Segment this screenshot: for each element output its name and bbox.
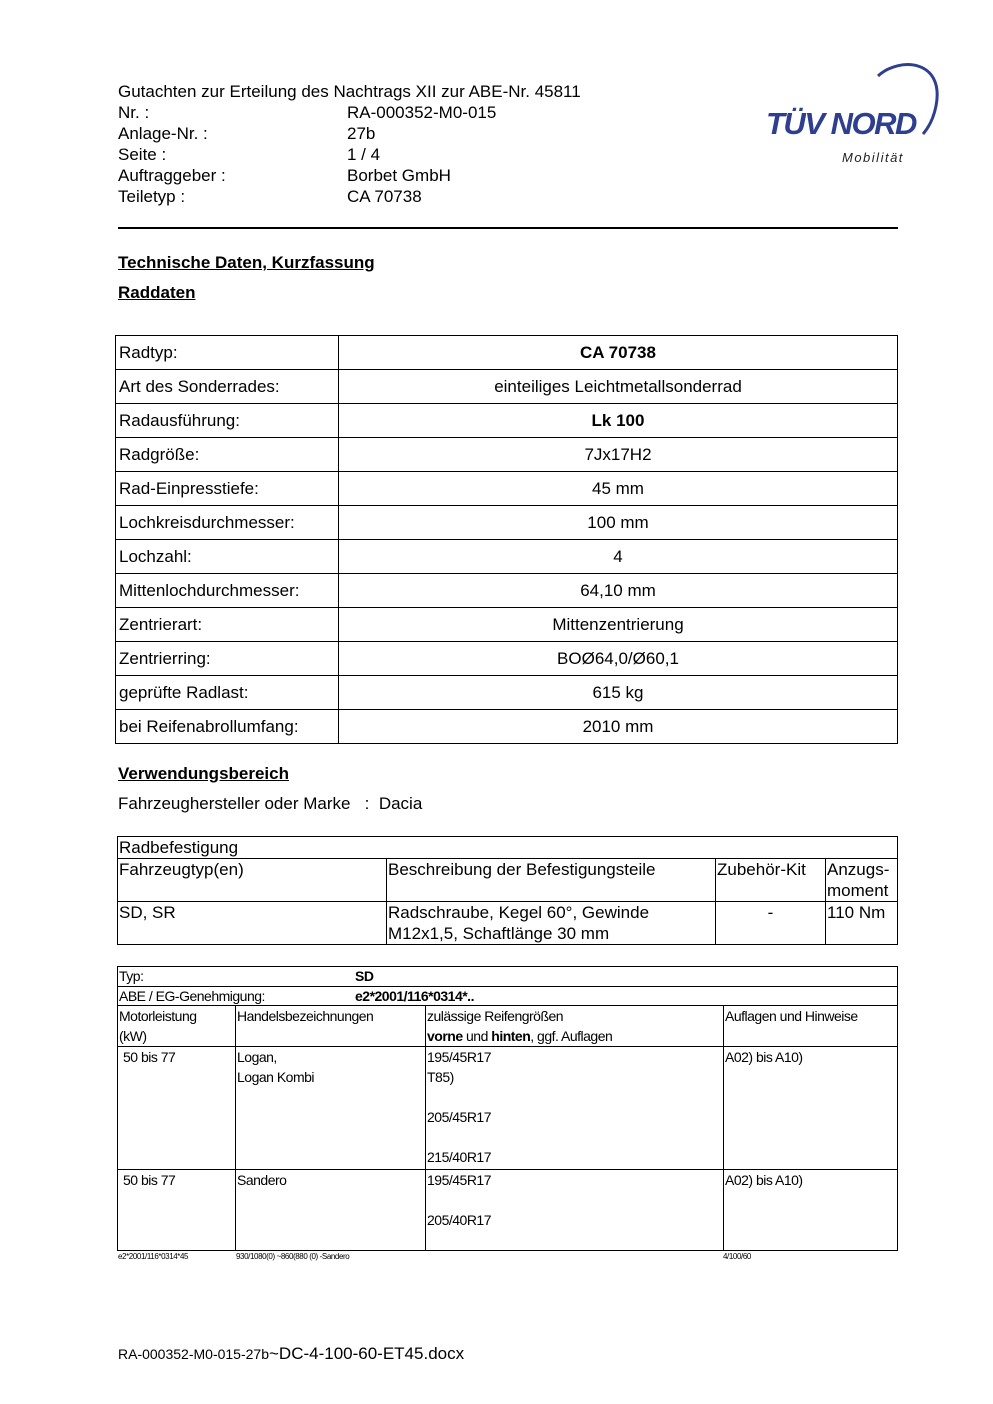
- tire-size: 195/45R17: [427, 1049, 492, 1065]
- footnote-code-approval: e2*2001/116*0314*45: [118, 1252, 189, 1261]
- logo-subtitle: Mobilität: [842, 150, 904, 165]
- table-row: [116, 540, 898, 574]
- row-value: Mittenzentrierung: [339, 608, 898, 642]
- row-label: Art des Sonderrades:: [116, 370, 339, 404]
- header-label: Seite :: [118, 145, 167, 164]
- header-row-nr: [118, 102, 581, 123]
- header-und: und: [462, 1028, 492, 1044]
- row-value: CA 70738: [339, 336, 898, 370]
- tire-size: 205/45R17: [427, 1109, 492, 1125]
- tires-cell: [426, 1170, 724, 1251]
- heading-technische-daten: Technische Daten, Kurzfassung: [118, 253, 375, 272]
- table-row: [116, 710, 898, 744]
- tire-blank: [427, 1190, 722, 1210]
- header-divider: [118, 227, 898, 229]
- table-row: [116, 574, 898, 608]
- header-row-anlage: [118, 123, 581, 144]
- header-vorne: vorne: [427, 1028, 463, 1044]
- footnote-code-model: 930/1080(0) ~860(880 (0) -Sandero: [236, 1252, 350, 1261]
- row-value: einteiliges Leichtmetallsonderrad: [339, 370, 898, 404]
- table-row: [118, 902, 898, 945]
- row-label: Zentrierring:: [116, 642, 339, 676]
- trade-name: Logan Kombi: [237, 1069, 315, 1085]
- logo-wordmark: TÜV NORD: [766, 106, 916, 141]
- row-label: bei Reifenabrollumfang:: [116, 710, 339, 744]
- column-header: [826, 859, 898, 902]
- table-row: [116, 438, 898, 472]
- header-value: RA-000352-M0-015: [347, 103, 497, 122]
- accessory-kit: -: [716, 902, 826, 945]
- table-row: [116, 336, 898, 370]
- torque-value: 110 Nm: [826, 902, 898, 945]
- header-value: Borbet GmbH: [347, 166, 451, 185]
- notes-cell: A02) bis A10): [724, 1047, 898, 1170]
- filename-part-a: RA-000352-M0-015-27b: [118, 1346, 269, 1362]
- filename-part-b: ~DC-4-100-60-ET45.docx: [268, 1344, 465, 1363]
- table-row: [118, 967, 898, 987]
- row-label: Radgröße:: [116, 438, 339, 472]
- type-row: [118, 967, 898, 987]
- row-label: Radausführung:: [116, 404, 339, 438]
- header-label: Teiletyp :: [118, 187, 186, 206]
- row-label: Lochkreisdurchmesser:: [116, 506, 339, 540]
- tire-note: T85): [427, 1069, 454, 1085]
- column-header: Beschreibung der Befestigungsteile: [387, 859, 716, 902]
- column-header: [118, 1006, 236, 1047]
- names-cell: [236, 1170, 426, 1251]
- column-header-line: Anzugs-: [827, 860, 890, 879]
- heading-raddaten: Raddaten: [118, 283, 196, 302]
- trade-name: Sandero: [237, 1172, 287, 1188]
- header-row-auftraggeber: [118, 165, 581, 186]
- table-row: [118, 837, 898, 859]
- vehicle-types: SD, SR: [118, 902, 387, 945]
- table-row: [116, 472, 898, 506]
- column-header-line: Motorleistung: [119, 1008, 197, 1024]
- table-row: [116, 404, 898, 438]
- power-cell: 50 bis 77: [118, 1170, 236, 1251]
- footnote-code-pattern: 4/100/60: [723, 1252, 751, 1261]
- row-label: Mittenlochdurchmesser:: [116, 574, 339, 608]
- manufacturer-value: Dacia: [378, 794, 423, 813]
- table-row: [118, 1170, 898, 1251]
- column-header: Fahrzeugtyp(en): [118, 859, 387, 902]
- row-label: geprüfte Radlast:: [116, 676, 339, 710]
- row-value: 7Jx17H2: [339, 438, 898, 472]
- table-title: Radbefestigung: [118, 837, 898, 859]
- names-cell: [236, 1047, 426, 1170]
- vehicle-table: [117, 966, 898, 1251]
- manufacturer-separator: :: [364, 794, 370, 813]
- tire-size: 215/40R17: [427, 1149, 492, 1165]
- header-value: 27b: [347, 124, 376, 143]
- tire-size: 205/40R17: [427, 1212, 492, 1228]
- column-header-line: moment: [827, 881, 889, 900]
- column-header: Auflagen und Hinweise: [724, 1006, 898, 1047]
- manufacturer-line: [118, 794, 422, 814]
- tire-blank: [427, 1087, 722, 1107]
- row-value: 2010 mm: [339, 710, 898, 744]
- table-row: [116, 608, 898, 642]
- column-header: Zubehör-Kit: [716, 859, 826, 902]
- row-label: Lochzahl:: [116, 540, 339, 574]
- column-header-line: [427, 1026, 722, 1046]
- row-value: Lk 100: [339, 404, 898, 438]
- raddaten-table: [115, 335, 898, 744]
- header-value: 1 / 4: [347, 145, 381, 164]
- document-filename: [118, 1344, 464, 1364]
- header-row-teiletyp: [118, 186, 581, 207]
- radbefestigung-table: [117, 836, 898, 945]
- trade-name: Logan,: [237, 1049, 277, 1065]
- approval-value: e2*2001/116*0314*..: [355, 988, 474, 1004]
- table-header-row: [118, 859, 898, 902]
- row-value: BOØ64,0/Ø60,1: [339, 642, 898, 676]
- type-value: SD: [355, 968, 374, 984]
- table-row: [116, 676, 898, 710]
- row-value: 45 mm: [339, 472, 898, 506]
- tire-size: 195/45R17: [427, 1172, 492, 1188]
- power-cell: 50 bis 77: [118, 1047, 236, 1170]
- header-label: Auftraggeber :: [118, 166, 226, 185]
- header-value: CA 70738: [347, 187, 422, 206]
- tire-blank: [427, 1127, 722, 1147]
- column-header-line: (kW): [119, 1028, 147, 1044]
- row-label: Zentrierart:: [116, 608, 339, 642]
- tires-cell: [426, 1047, 724, 1170]
- tuv-nord-logo: [760, 58, 940, 170]
- row-value: 64,10 mm: [339, 574, 898, 608]
- table-row: [118, 987, 898, 1006]
- table-row: [116, 370, 898, 404]
- approval-label: ABE / EG-Genehmigung:: [119, 988, 265, 1004]
- description-line: Radschraube, Kegel 60°, Gewinde: [388, 903, 650, 922]
- column-header: Handelsbezeichnungen: [236, 1006, 426, 1047]
- row-value: 4: [339, 540, 898, 574]
- fastener-description: [387, 902, 716, 945]
- row-value: 615 kg: [339, 676, 898, 710]
- table-row: [116, 506, 898, 540]
- header-label: Anlage-Nr. :: [118, 124, 208, 143]
- header-row-seite: [118, 144, 581, 165]
- table-header-row: [118, 1006, 898, 1047]
- manufacturer-label: Fahrzeughersteller oder Marke: [118, 794, 351, 813]
- row-label: Radtyp:: [116, 336, 339, 370]
- approval-row: [118, 987, 898, 1006]
- heading-verwendungsbereich: Verwendungsbereich: [118, 764, 289, 783]
- header-rest: , ggf. Auflagen: [530, 1028, 613, 1044]
- table-row: [118, 1047, 898, 1170]
- header-label: Nr. :: [118, 103, 150, 122]
- document-header: [118, 81, 581, 207]
- notes-cell: A02) bis A10): [724, 1170, 898, 1251]
- column-header-line: zulässige Reifengrößen: [427, 1008, 564, 1024]
- header-hinten: hinten: [491, 1028, 531, 1044]
- column-header: [426, 1006, 724, 1047]
- row-value: 100 mm: [339, 506, 898, 540]
- description-line: M12x1,5, Schaftlänge 30 mm: [388, 924, 610, 943]
- document-title: Gutachten zur Erteilung des Nachtrags XII zur ABE-Nr. 45811: [118, 82, 581, 101]
- table-row: [116, 642, 898, 676]
- row-label: Rad-Einpresstiefe:: [116, 472, 339, 506]
- type-label: Typ:: [119, 968, 144, 984]
